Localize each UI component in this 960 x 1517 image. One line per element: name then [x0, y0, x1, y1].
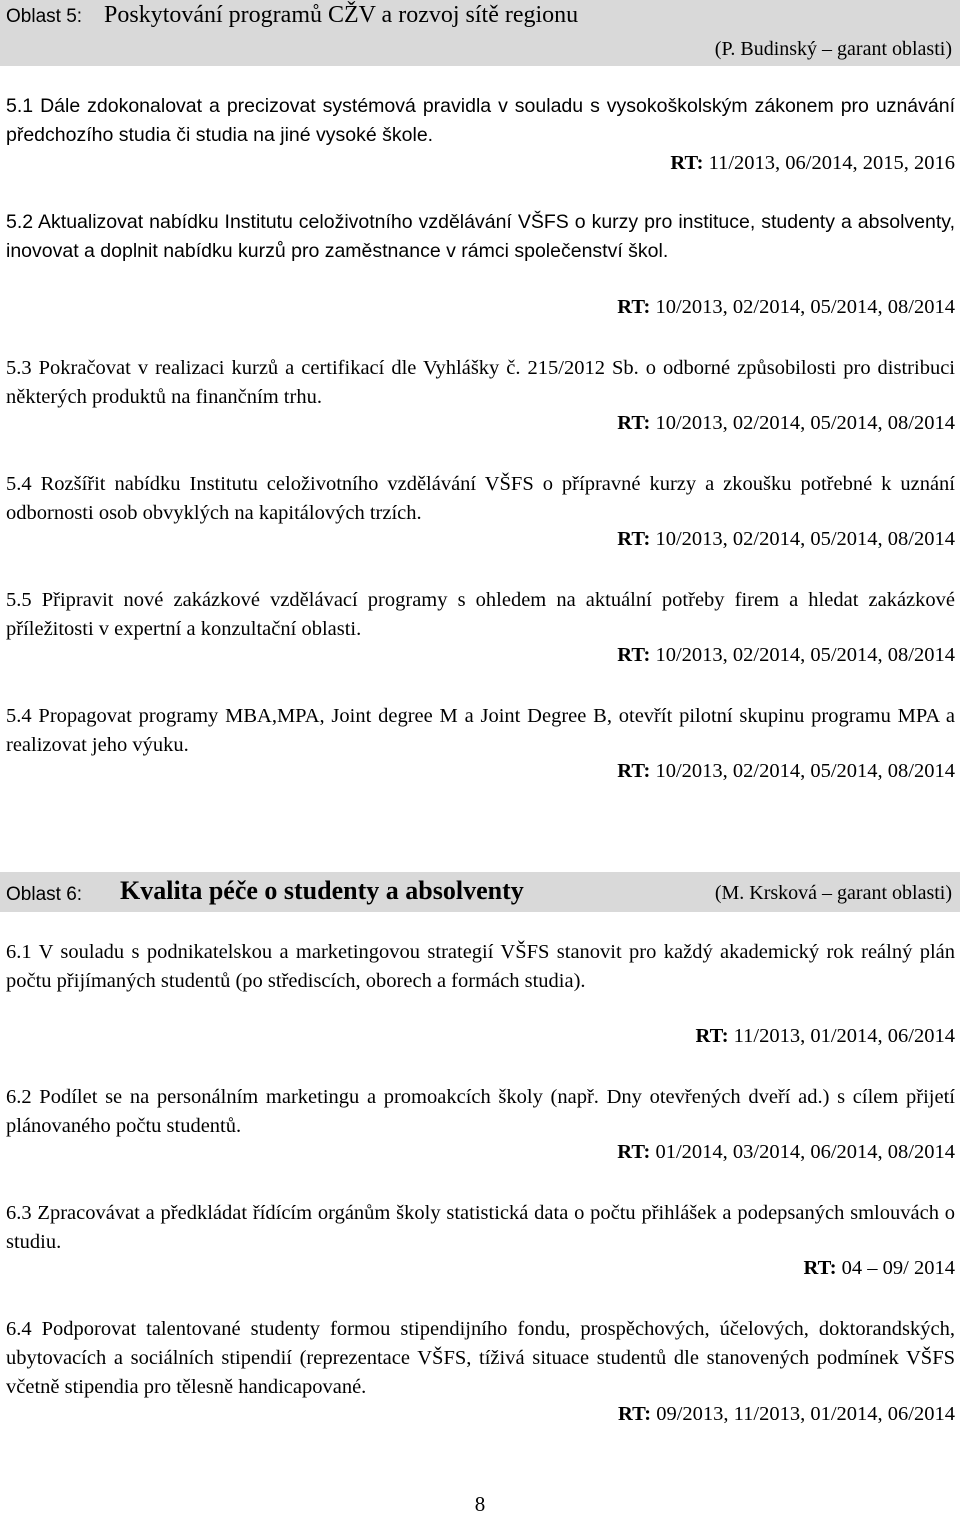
item-6-2-rt — [617, 1141, 955, 1164]
item-5-1-text: 5.1 Dále zdokonalovat a precizovat systémová pravidla v souladu s vysokoškolským zákonem pro uznávání předchozího studia či studia na jiné vysoké škole. — [6, 95, 955, 146]
item-5-4-text: 5.4 Rozšířit nabídku Institutu celoživotního vzdělávání VŠFS o přípravné kurzy a zkoušku potřebné k uznání odbornosti osob obvyklých na kapitálových trzích. — [6, 473, 955, 524]
item-6-3-text: 6.3 Zpracovávat a předkládat řídícím orgánům školy statistická data o počtu přihlášek a podepsaných smlouvách o studiu. — [6, 1202, 955, 1253]
section-6-guarantor: (M. Krsková – garant oblasti) — [714, 882, 952, 904]
rt-dates: 09/2013, 11/2013, 01/2014, 06/2014 — [656, 1403, 955, 1425]
rt-label: RT: — [618, 1403, 652, 1425]
rt-label: RT: — [617, 1141, 651, 1163]
section-5-guarantor: (P. Budinský – garant oblasti) — [714, 38, 952, 60]
rt-label: RT: — [617, 760, 651, 782]
item-5-6-rt — [617, 760, 955, 783]
rt-dates: 01/2014, 03/2014, 06/2014, 08/2014 — [655, 1141, 955, 1163]
rt-label: RT: — [617, 412, 651, 434]
item-6-2-text: 6.2 Podílet se na personálním marketingu a promoakcích školy (např. Dny otevřených dveří ad.) s cílem přijetí plánovaného počtu studentů. — [6, 1086, 955, 1137]
rt-label: RT: — [617, 644, 651, 666]
rt-dates: 11/2013, 06/2014, 2015, 2016 — [708, 152, 955, 174]
section-6-title: Kvalita péče o studenty a absolventy — [120, 876, 524, 905]
item-5-3-rt — [617, 412, 955, 435]
item-5-1-rt — [670, 152, 955, 175]
rt-dates: 10/2013, 02/2014, 05/2014, 08/2014 — [655, 528, 955, 550]
item-5-2-rt — [617, 296, 955, 319]
item-6-4-text: 6.4 Podporovat talentované studenty formou stipendijního fondu, prospěchových, účelových, doktorandských, ubytovacích a sociálních stipendií (reprezentace VŠFS, tíživá situace studentů dle stanovených podmínek VŠFS včetně stipendia pro tělesně handicapované. — [6, 1318, 955, 1398]
item-6-4-rt — [618, 1403, 955, 1426]
rt-dates: 10/2013, 02/2014, 05/2014, 08/2014 — [655, 760, 955, 782]
rt-dates: 10/2013, 02/2014, 05/2014, 08/2014 — [655, 296, 955, 318]
rt-label: RT: — [617, 296, 651, 318]
rt-dates: 04 – 09/ 2014 — [841, 1257, 955, 1279]
section-5-title: Poskytování programů CŽV a rozvoj sítě regionu — [104, 2, 579, 28]
page-number: 8 — [474, 1492, 486, 1516]
rt-dates: 10/2013, 02/2014, 05/2014, 08/2014 — [655, 412, 955, 434]
item-6-1-text: 6.1 V souladu s podnikatelskou a marketingovou strategií VŠFS stanovit pro každý akademický rok reálný plán počtu přijímaných studentů (po střediscích, oborech a formách studia). — [6, 941, 955, 992]
item-6-1-rt — [695, 1025, 955, 1048]
rt-label: RT: — [670, 152, 704, 174]
item-5-4-rt — [617, 528, 955, 551]
section-6-header — [0, 872, 960, 912]
section-6-prefix: Oblast 6: — [6, 884, 83, 905]
item-5-5-rt — [617, 644, 955, 667]
item-6-3-rt — [803, 1257, 955, 1280]
section-5-header — [0, 0, 960, 66]
item-5-2-text: 5.2 Aktualizovat nabídku Institutu celoživotního vzdělávání VŠFS o kurzy pro instituce, studenty a absolventy, inovovat a doplnit nabídku kurzů pro zaměstnance v rámci společenství škol. — [6, 211, 955, 262]
item-5-3-text: 5.3 Pokračovat v realizaci kurzů a certifikací dle Vyhlášky č. 215/2012 Sb. o odborné způsobilosti pro distribuci některých produktů na finančním trhu. — [6, 357, 955, 408]
rt-dates: 11/2013, 01/2014, 06/2014 — [733, 1025, 955, 1047]
rt-label: RT: — [695, 1025, 729, 1047]
item-5-6-text: 5.4 Propagovat programy MBA,MPA, Joint degree M a Joint Degree B, otevřít pilotní skupinu programu MPA a realizovat jeho výuku. — [6, 705, 955, 756]
section-5-prefix: Oblast 5: — [6, 6, 83, 27]
item-5-5-text: 5.5 Připravit nové zakázkové vzdělávací programy s ohledem na aktuální potřeby firem a hledat zakázkové příležitosti v expertní a konzultační oblasti. — [6, 589, 955, 640]
rt-label: RT: — [803, 1257, 837, 1279]
rt-dates: 10/2013, 02/2014, 05/2014, 08/2014 — [655, 644, 955, 666]
rt-label: RT: — [617, 528, 651, 550]
